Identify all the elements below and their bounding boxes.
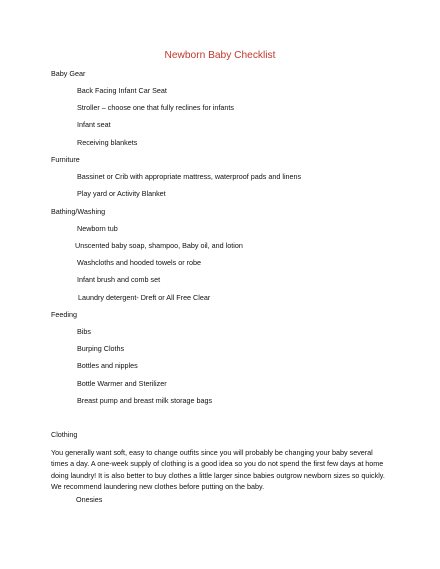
section-heading-feeding: Feeding — [51, 310, 77, 319]
section-heading-baby-gear: Baby Gear — [51, 69, 86, 78]
list-item: Onesies — [76, 495, 103, 504]
list-item: Unscented baby soap, shampoo, Baby oil, and lotion — [75, 241, 243, 250]
section-heading-furniture: Furniture — [51, 155, 80, 164]
list-item: Receiving blankets — [77, 138, 138, 147]
list-item: Back Facing Infant Car Seat — [77, 86, 167, 95]
list-item: Stroller – choose one that fully reclines for infants — [77, 103, 235, 112]
clothing-paragraph: You generally want soft, easy to change outfits since you will probably be changing your baby several times a day. A one-week supply of clothing is a good idea so you do not spend the first few days at home doing laundry! It is also better to buy clothes a little larger since babies outgrow newborn sizes so quickly. We recommend laundering new clothes before putting on the baby. — [51, 448, 385, 491]
section-heading-clothing: Clothing — [51, 430, 78, 439]
section-heading-bathing-washing: Bathing/Washing — [51, 207, 106, 216]
list-item: Laundry detergent- Dreft or All Free Clear — [78, 293, 211, 302]
list-item: Infant brush and comb set — [77, 275, 161, 284]
list-item: Bibs — [77, 327, 91, 336]
list-item: Bottles and nipples — [77, 361, 138, 370]
list-item: Washcloths and hooded towels or robe — [77, 258, 201, 267]
list-item: Bottle Warmer and Sterilizer — [77, 379, 167, 388]
page-title: Newborn Baby Checklist — [164, 50, 276, 61]
list-item: Breast pump and breast milk storage bags — [77, 396, 213, 405]
list-item: Play yard or Activity Blanket — [77, 189, 166, 198]
list-item: Newborn tub — [77, 224, 118, 233]
list-item: Infant seat — [77, 120, 111, 129]
list-item: Burping Cloths — [77, 344, 125, 353]
list-item: Bassinet or Crib with appropriate mattress, waterproof pads and linens — [77, 172, 302, 181]
